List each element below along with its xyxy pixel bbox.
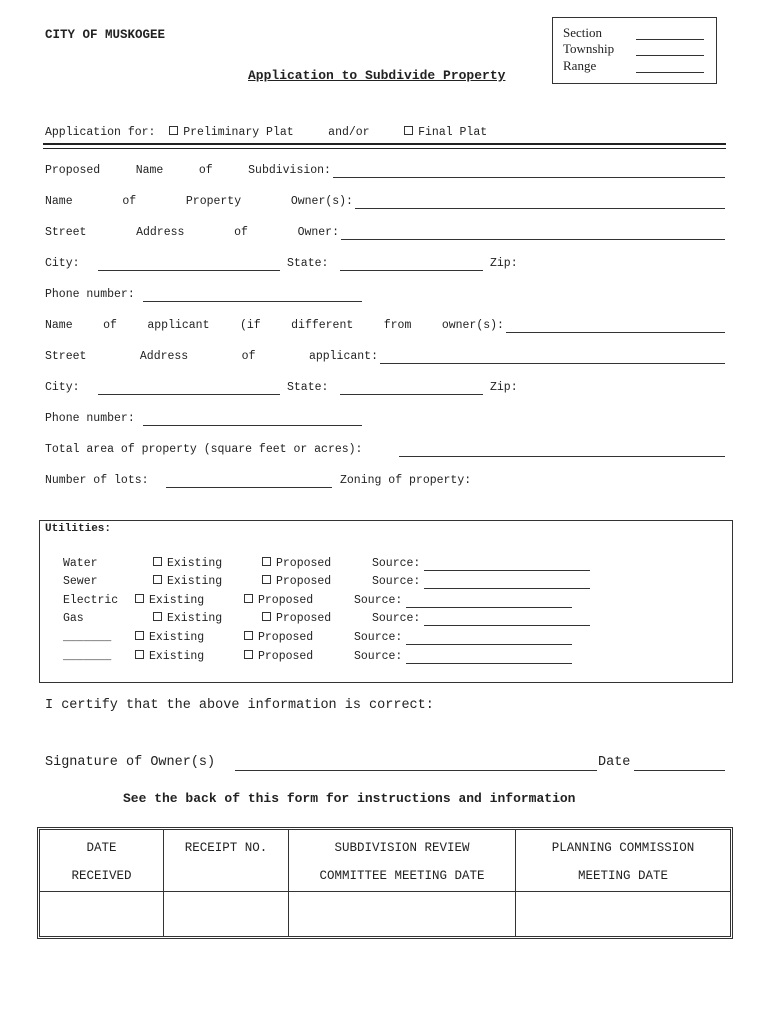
form-title: Application to Subdivide Property — [248, 68, 506, 83]
utility-sewer-source-input[interactable] — [424, 588, 590, 589]
utility-other1-source-input[interactable] — [406, 644, 572, 645]
phone2-input[interactable] — [143, 425, 362, 426]
receipt-no-cell[interactable] — [164, 892, 289, 937]
certify-statement: I certify that the above information is correct: — [45, 698, 434, 713]
existing-label: Existing — [167, 575, 223, 588]
owner-name-label — [45, 195, 353, 208]
num-lots-label: Number of lots: — [45, 474, 149, 487]
utility-electric-proposed — [244, 594, 313, 607]
utility-other2-existing — [135, 650, 204, 663]
word: (if — [239, 319, 261, 332]
utility-gas-source-label: Source: — [372, 612, 421, 625]
utility-sewer-existing — [153, 575, 222, 588]
word: of — [198, 164, 213, 177]
existing-checkbox[interactable] — [153, 612, 162, 621]
final-plat-label: Final Plat — [418, 126, 488, 139]
proposed-checkbox[interactable] — [262, 557, 271, 566]
utility-other2-source-label: Source: — [354, 650, 403, 663]
word: Name — [135, 164, 164, 177]
state-label: State: — [287, 257, 329, 270]
proposed-label: Proposed — [258, 631, 314, 644]
proposed-label: Proposed — [276, 575, 332, 588]
utility-gas-proposed — [262, 612, 331, 625]
city-label: City: — [45, 257, 80, 270]
phone-label: Phone number: — [45, 288, 135, 301]
review-committee-header — [289, 830, 516, 892]
existing-label: Existing — [167, 612, 223, 625]
existing-label: Existing — [167, 557, 223, 570]
word: owner(s): — [441, 319, 504, 332]
total-area-input[interactable] — [399, 456, 725, 457]
word: Address — [139, 350, 189, 363]
phone-input[interactable] — [143, 301, 362, 302]
township-label: Township — [563, 41, 615, 56]
utility-other2-proposed — [244, 650, 313, 663]
word: from — [383, 319, 412, 332]
utility-electric-existing — [135, 594, 204, 607]
word: Subdivision: — [248, 164, 331, 177]
proposed-checkbox[interactable] — [244, 650, 253, 659]
header-line: COMMITTEE MEETING DATE — [319, 869, 485, 883]
word: of — [122, 195, 137, 208]
word: Street — [45, 226, 87, 239]
back-of-form-note: See the back of this form for instructions and information — [123, 791, 576, 806]
utility-water-source-label: Source: — [372, 557, 421, 570]
header-line: PLANNING COMMISSION — [551, 841, 695, 855]
existing-checkbox[interactable] — [135, 650, 144, 659]
utility-water-proposed — [262, 557, 331, 570]
proposed-checkbox[interactable] — [262, 575, 271, 584]
receipt-no-header — [164, 830, 289, 892]
word: Name — [45, 319, 73, 332]
township-input[interactable] — [636, 55, 704, 56]
review-committee-cell[interactable] — [289, 892, 516, 937]
utility-electric-label: Electric — [63, 594, 119, 607]
application-for-label: Application for: — [45, 126, 156, 139]
existing-label: Existing — [149, 631, 205, 644]
utility-electric-source-label: Source: — [354, 594, 403, 607]
word: Owner: — [297, 226, 339, 239]
proposed-label: Proposed — [276, 612, 332, 625]
utility-water-label: Water — [63, 557, 98, 570]
num-lots-input[interactable] — [166, 487, 332, 488]
office-use-table — [39, 829, 731, 937]
proposed-checkbox[interactable] — [262, 612, 271, 621]
date-input[interactable] — [634, 770, 725, 771]
signature-input[interactable] — [235, 770, 597, 771]
total-area-label: Total area of property (square feet or acres): — [45, 443, 363, 456]
table-entry-row — [40, 892, 731, 937]
section-township-range-box — [552, 17, 717, 84]
word: Owner(s): — [290, 195, 353, 208]
final-plat-checkbox[interactable] — [404, 126, 413, 135]
utility-sewer-proposed — [262, 575, 331, 588]
applicant-name-label — [45, 319, 504, 332]
existing-checkbox[interactable] — [153, 575, 162, 584]
word: applicant — [147, 319, 210, 332]
zip-label: Zip: — [490, 257, 518, 270]
word: applicant: — [308, 350, 378, 363]
planning-commission-header — [516, 830, 731, 892]
range-label: Range — [563, 58, 597, 73]
utility-gas-existing — [153, 612, 222, 625]
range-input[interactable] — [636, 72, 704, 73]
phone2-label: Phone number: — [45, 412, 135, 425]
applicant-address-label — [45, 350, 378, 363]
word: Name — [45, 195, 73, 208]
proposed-label: Proposed — [276, 557, 332, 570]
utility-other1-existing — [135, 631, 204, 644]
section-input[interactable] — [636, 39, 704, 40]
date-received-cell[interactable] — [40, 892, 164, 937]
existing-checkbox[interactable] — [153, 557, 162, 566]
utility-sewer-source-label: Source: — [372, 575, 421, 588]
utilities-title: Utilities: — [45, 523, 112, 535]
subdivision-name-label — [45, 164, 331, 177]
date-received-header — [40, 830, 164, 892]
city-name: CITY OF MUSKOGEE — [45, 28, 166, 42]
preliminary-plat-checkbox[interactable] — [169, 126, 178, 135]
owner-name-input[interactable] — [355, 208, 725, 209]
existing-checkbox[interactable] — [135, 594, 144, 603]
utility-other1-proposed — [244, 631, 313, 644]
utility-water-source-input[interactable] — [424, 570, 590, 571]
state2-label: State: — [287, 381, 329, 394]
header-line: RECEIVED — [71, 869, 132, 883]
city-input[interactable] — [98, 270, 280, 271]
state-input[interactable] — [340, 270, 483, 271]
utility-other2-source-input[interactable] — [406, 663, 572, 664]
utility-sewer-label: Sewer — [63, 575, 98, 588]
zip2-label: Zip: — [490, 381, 518, 394]
header-line: SUBDIVISION REVIEW — [334, 841, 470, 855]
table-header-row — [40, 830, 731, 892]
utility-water-existing — [153, 557, 222, 570]
header-line: MEETING DATE — [577, 869, 668, 883]
utility-other2-label: _______ — [63, 650, 112, 663]
application-for-row — [45, 126, 487, 139]
applicant-address-input[interactable] — [380, 363, 725, 364]
proposed-checkbox[interactable] — [244, 594, 253, 603]
utility-other1-source-label: Source: — [354, 631, 403, 644]
signature-label: Signature of Owner(s) — [45, 755, 216, 770]
existing-label: Existing — [149, 594, 205, 607]
utility-gas-label: Gas — [63, 612, 84, 625]
utility-gas-source-input[interactable] — [424, 625, 590, 626]
preliminary-plat-label: Preliminary Plat — [183, 126, 294, 139]
owner-address-input[interactable] — [341, 239, 725, 240]
utility-other1-label: _______ — [63, 631, 112, 644]
existing-checkbox[interactable] — [135, 631, 144, 640]
word: different — [291, 319, 354, 332]
planning-commission-cell[interactable] — [516, 892, 731, 937]
header-line: RECEIPT NO. — [184, 841, 268, 855]
divider-thin — [43, 148, 726, 149]
divider-thick — [43, 143, 726, 145]
word: Proposed — [45, 164, 101, 177]
existing-label: Existing — [149, 650, 205, 663]
word: Address — [136, 226, 185, 239]
date-label: Date — [598, 755, 631, 770]
subdivision-name-input[interactable] — [333, 177, 725, 178]
city2-input[interactable] — [98, 394, 280, 395]
owner-address-label — [45, 226, 339, 239]
word: Street — [45, 350, 87, 363]
word: of — [241, 350, 256, 363]
proposed-label: Proposed — [258, 650, 314, 663]
word: of — [103, 319, 117, 332]
and-or-label: and/or — [328, 126, 370, 139]
zoning-label: Zoning of property: — [340, 474, 472, 487]
header-line: DATE — [86, 841, 117, 855]
city2-label: City: — [45, 381, 80, 394]
applicant-name-input[interactable] — [506, 332, 725, 333]
word: Property — [185, 195, 242, 208]
utility-electric-source-input[interactable] — [406, 607, 572, 608]
office-use-table-frame — [37, 827, 733, 939]
section-label: Section — [563, 25, 602, 40]
proposed-checkbox[interactable] — [244, 631, 253, 640]
state2-input[interactable] — [340, 394, 483, 395]
word: of — [234, 226, 248, 239]
proposed-label: Proposed — [258, 594, 314, 607]
